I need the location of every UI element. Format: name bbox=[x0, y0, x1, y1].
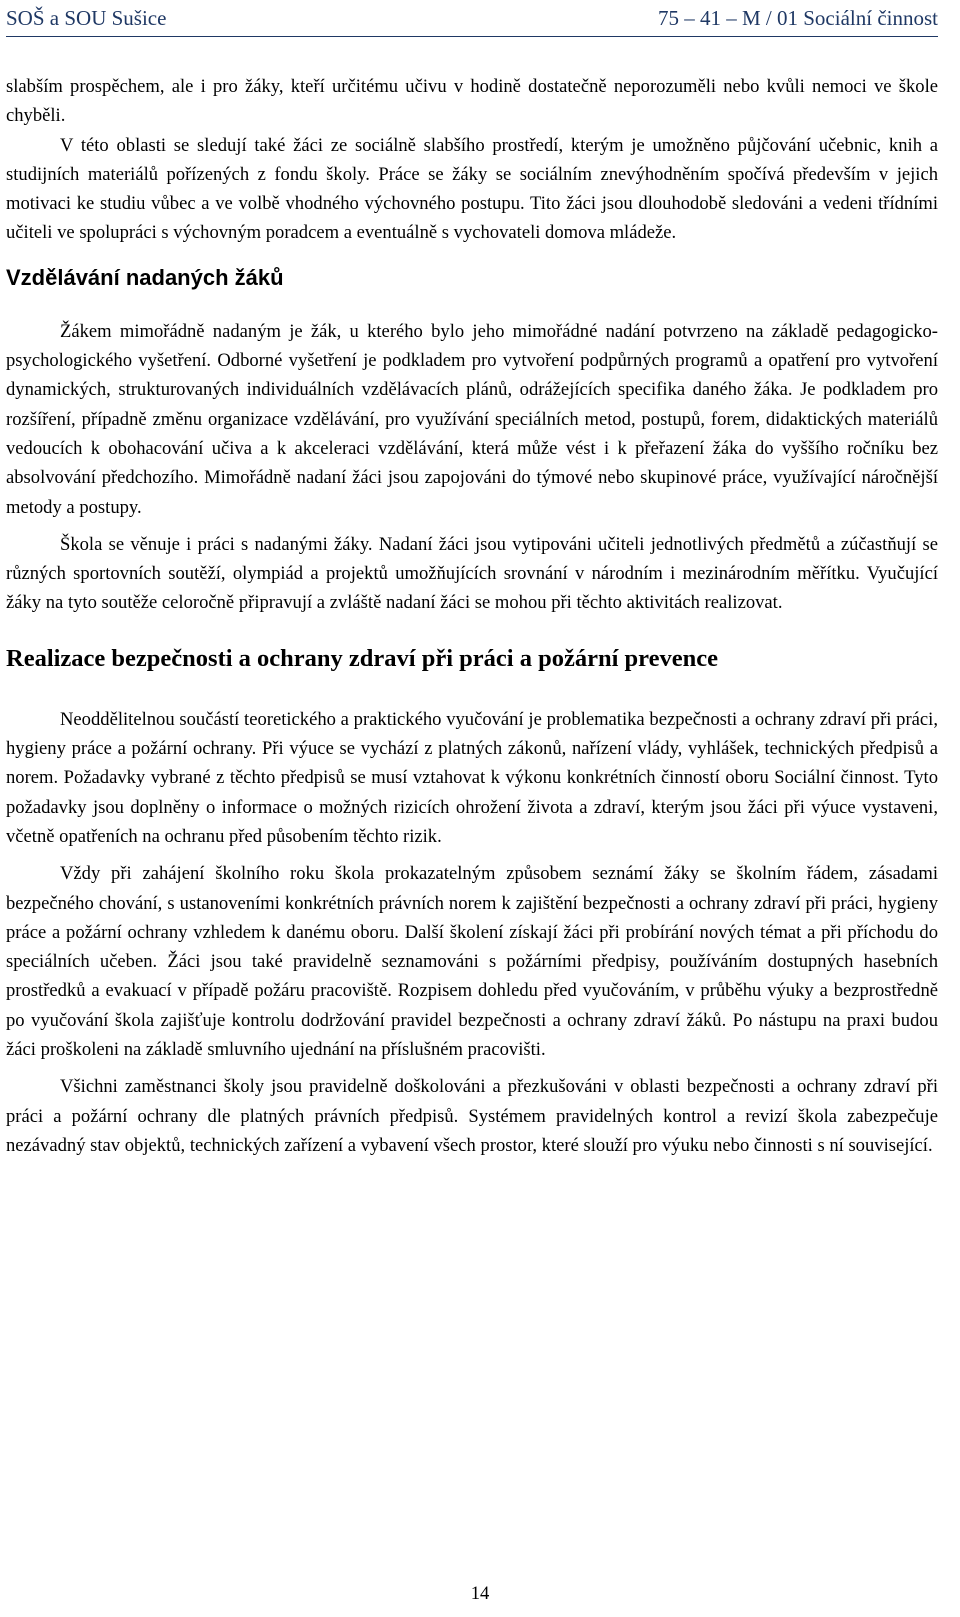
safety-paragraph-3: Všichni zaměstnanci školy jsou pravidelně doškolováni a přezkušováni v oblasti bezpečnosti a ochrany zdraví při práci a požární ochrany dle platných právních předpisů. Systémem pravidelných kontrol a revizí škola zabezpečuje nezávadný stav objektů, technických zařízení a vybavení všech prostor, které slouží pro výuku nebo činnosti s ní související. bbox=[6, 1076, 938, 1156]
intro-paragraph-2: V této oblasti se sledují také žáci ze sociálně slabšího prostředí, kterým je umožněno půjčování učebnic, knih a studijních materiálů pořízených z fondu školy. Práce se žáky se sociálním znevýhodněním spočívá především v jejich motivaci ke studiu vůbec a ve volbě vhodného výchovného postupu. Tito žáci jsou dlouhodobě sledováni a vedeni třídními učiteli ve spolupráci s výchovným poradcem a eventuálně s vychovateli domova mládeže. bbox=[6, 134, 938, 244]
safety-paragraph-2: Vždy při zahájení školního roku škola prokazatelným způsobem seznámí žáky se školním řádem, zásadami bezpečného chování, s ustanoveními konkrétních právních norem k zajištění bezpečnosti a ochrany zdraví při práci, hygieny práce a požární ochrany vzhledem k danému oboru. Další školení získají žáci při probírání nových témat a při příchodu do speciálních učeben. Žáci jsou také pravidelně seznamováni s požárními předpisy, používáním dostupných hasebních prostředků a evakuací v případě požáru pracoviště. Rozpisem dohledu před vyučováním, v průběhu výuky a bezprostředně po vyučování škola zajišťuje kontrolu dodržování pravidel bezpečnosti a ochrany zdraví žáků. Po nástupu na praxi budou žáci proškoleni na základě smluvního ujednání na příslušném pracovišti. bbox=[6, 863, 938, 1061]
safety-paragraph-1: Neoddělitelnou součástí teoretického a praktického vyučování je problematika bezpečnosti a ochrany zdraví při práci, hygieny práce a požární ochrany. Při výuce se vychází z platných zákonů, nařízení vlády, vyhlášek, technických předpisů a norem. Požadavky vybrané z těchto předpisů se musí vztahovat k výkonu konkrétních činností oboru Sociální činnost. Tyto požadavky jsou doplněny o informace o možných rizicích ohrožení života a zdraví, kterým jsou žáci při výuce vystaveni, včetně opatřeních na ochranu před působením těchto rizik. bbox=[6, 708, 938, 847]
gifted-paragraph-1: Žákem mimořádně nadaným je žák, u kterého bylo jeho mimořádné nadání potvrzeno na základě pedagogicko-psychologického vyšetření. Odborné vyšetření je podkladem pro vytvoření podpůrných programů a opatření pro vytvoření dynamických, strukturovaných individuálních vzdělávacích plánů, odrážejících specifika daného žáka. Je podkladem pro rozšíření, případně změnu organizace vzdělávání, pro využívání speciálních metod, postupů, forem, didaktických materiálů vedoucích k obohacování učiva a k akceleraci vzdělávání, která může vést i k přeřazení žáka do vyššího ročníku bez absolvování předchozího. Mimořádně nadaní žáci jsou zapojováni do týmové nebo skupinové práce, využívající náročnější metody a postupy. bbox=[6, 320, 938, 518]
header-program-code: 75 – 41 – M / 01 Sociální činnost bbox=[658, 6, 938, 30]
intro-paragraph-1: slabším prospěchem, ale i pro žáky, kteří určitému učivu v hodině dostatečně neporozuměli nebo kvůli nemoci ve škole chyběli. bbox=[6, 76, 938, 127]
section-heading-gifted: Vzdělávání nadaných žáků bbox=[6, 264, 284, 290]
document-body bbox=[6, 72, 938, 1160]
gifted-paragraph-2: Škola se věnuje i práci s nadanými žáky. Nadaní žáci jsou vytipováni učiteli jednotlivých předmětů a zúčastňují se různých sportovních soutěží, olympiád a projektů umožňujících srovnání v národním i mezinárodním měřítku. Vyučující žáky na tyto soutěže celoročně připravují a zvláště nadaní žáci se mohou při těchto aktivitách realizovat. bbox=[6, 533, 938, 614]
header-school-name: SOŠ a SOU Sušice bbox=[6, 6, 167, 30]
page-header bbox=[6, 6, 938, 37]
section-heading-safety: Realizace bezpečnosti a ochrany zdraví při práci a požární prevence bbox=[6, 644, 718, 672]
page-number: 14 bbox=[470, 1583, 490, 1604]
